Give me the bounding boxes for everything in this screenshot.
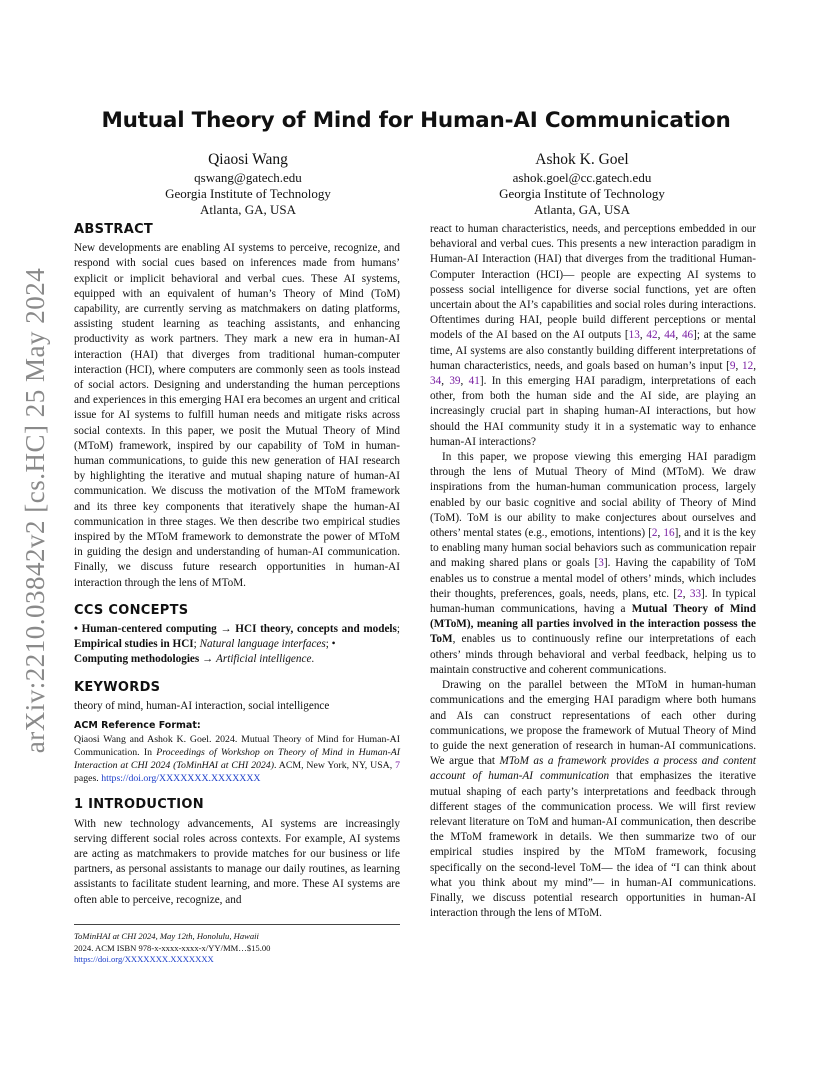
ccs-arrow: → bbox=[216, 623, 236, 636]
ccs-term: Computing methodologies bbox=[74, 653, 200, 666]
citation-link[interactable]: 34 bbox=[430, 375, 442, 388]
keywords-heading: KEYWORDS bbox=[74, 679, 161, 695]
ccs-concepts bbox=[74, 622, 400, 668]
left-column bbox=[74, 222, 400, 908]
abstract-heading: ABSTRACT bbox=[74, 222, 154, 237]
ccs-term: HCI theory, concepts and models bbox=[235, 623, 397, 636]
introduction-heading: 1 INTRODUCTION bbox=[74, 797, 204, 813]
ccs-separator: ; • bbox=[325, 638, 336, 651]
emphasis-text: Mutual Theory of Mind (MToM), meaning all parties involved in the interaction possess the ToM bbox=[430, 603, 756, 646]
ccs-term: Empirical studies in HCI bbox=[74, 638, 194, 651]
reference-venue: Proceedings of Workshop on Theory of Mind in Human-AI Interaction at CHI 2024 (ToMinHAI at CHI 2024) bbox=[74, 747, 400, 772]
arxiv-identifier bbox=[14, 250, 58, 770]
paragraph-text: that emphasizes the iterative mutual shaping of each party’s interpretations and feedback through different stages of the communication process. We will first review relevant literature on ToM and human-AI communication, then describe the MToM framework in details. We then summarize two of our empirical studies inspired by the MToM framework, focusing specifically on the second-level ToM— the idea of “I can think about what you think about my mind”— in human-AI communications. Finally, we discuss potential research opportunities in human-AI interaction through the lens of MToM. bbox=[430, 770, 756, 920]
introduction-paragraph: In this paper, we propose viewing this emerging HAI paradigm through the lens of Mutual Theory of Mind (MToM). We draw inspirations from the human-human communication process, largely enabled by our basic cognitive and social ability of Theory of Mind (ToM). ToM is our ability to make conjectures about ourselves and others’ mental states (e.g., emotions, intentions) [2, 16], and it is the key to enabling many human social behaviors such as communication repair and making shared plans or goals [3]. Having the capability of ToM enables us to construe a mental model of others’ minds, which includes their thoughts, preferences, goals, needs, plans, etc. [2, 33]. In typical human-human communications, having a Mutual Theory of Mind (MToM), meaning all parties involved in the interaction possess the ToM, enables us to continuously refine our interpretations of each others’ minds through behavioral and verbal feedback, helping us to maintain constructive and coherent communications. bbox=[430, 451, 757, 676]
author-name: Ashok K. Goel bbox=[535, 151, 629, 168]
paragraph-text: react to human characteristics, needs, and perceptions embedded in our behavioral and verbal cues. This presents a new interaction paradigm in Human-AI Interaction (HAI) that diverges from the traditional Human-Computer Interaction (HCI)— people are expecting AI systems to possess social intelligence for diverse social functions, yet are often uncertain about the AI’s capabilities and social roles during interactions. Oftentimes during HAI, people build different perceptions or mental models of the AI based on the AI outputs [ bbox=[430, 223, 756, 342]
citation-link[interactable]: 39 bbox=[449, 375, 461, 388]
paragraph-text: ]. Having the capability of ToM enables us to construe a mental model of others’ minds, which includes their thoughts, preferences, goals, needs, plans, etc. [ bbox=[430, 557, 757, 600]
footnote-venue: ToMinHAI at CHI 2024, May 12th, Honolulu, Hawaii bbox=[74, 931, 259, 941]
ccs-heading: CCS CONCEPTS bbox=[74, 602, 189, 618]
introduction-paragraph bbox=[430, 678, 756, 921]
author-block-2 bbox=[422, 150, 742, 218]
ccs-arrow: → bbox=[199, 653, 217, 666]
ccs-term: Natural language interfaces bbox=[199, 638, 326, 651]
paragraph-text: ]. In this emerging HAI paradigm, interpretations of each other, from both the human side and the AI side, are playing an increasingly crucial part in shaping human-AI interactions, but how should the HAI community study it in a systematic way to enhance human-AI interactions? bbox=[430, 375, 756, 448]
citation-link[interactable]: 9 bbox=[729, 359, 736, 372]
paragraph-text: Drawing on the parallel between the MToM in human-human communications and the emerging HAI paradigm where both humans and AIs can construct representations of each other during communications, we propose the framework of Mutual Theory of Mind to guide the next generation of research in human-AI communications. We argue that bbox=[430, 679, 756, 768]
author-affiliation: Georgia Institute of Technology bbox=[165, 186, 331, 201]
doi-link[interactable]: https://doi.org/XXXXXXX.XXXXXXX bbox=[101, 773, 261, 785]
paragraph-text: , enables us to continuously refine our interpretations of each others’ minds through behavioral and verbal feedback, helping us to maintain constructive and coherent communications. bbox=[430, 633, 756, 676]
right-column bbox=[430, 222, 756, 921]
abstract-text: New developments are enabling AI systems to perceive, recognize, and respond with social cues based on inferences made from humans’ explicit or implicit behavioral and verbal cues. These AI systems, equipped with an equivalent of human’s Theory of Mind (ToM) capability, are currently serving as matchmakers on dating platforms, assisting student learning as teaching assistants, and enhancing productivity as work partners. They mark a new era in human-AI interaction (HAI) that diverges from traditional human-computer interaction (HCI), where computers are commonly seen as tools instead of social actors. Designing and understanding the human perceptions and experiences in this emerging HAI era becomes an urgent and critical issue for AI systems to fulfill human needs and mitigate risks across social contexts. In this paper, we posit the Mutual Theory of Mind (MToM) framework, inspired by our capability of ToM in human-human communications, to guide this new generation of HAI research by highlighting the iterative and mutual shaping nature of human-AI communication. We discuss the motivation of the MToM framework and its three key components that iteratively shape the human-AI communication in three stages. We then describe two empirical studies inspired by the MToM framework to demonstrate the power of MToM in guiding the design and understanding of human-AI communication. Finally, we discuss future research opportunities in human-AI interaction through the lens of MToM. bbox=[74, 242, 400, 589]
paragraph-text: ], and it is the key to enabling many human social behaviors such as communication repair and making shared plans or goals [ bbox=[430, 527, 756, 570]
ccs-term: Artificial intelligence bbox=[216, 653, 312, 666]
citation-link[interactable]: 33 bbox=[689, 587, 702, 600]
paragraph-text: ]; at the same time, AI systems are also constantly building different interpretations of human characteristics, needs, and goals based on human’s input [ bbox=[430, 329, 757, 372]
reference-part: pages. bbox=[74, 773, 102, 785]
citation-link[interactable]: 41 bbox=[468, 375, 480, 388]
citation-link[interactable]: 2 bbox=[651, 527, 658, 540]
author-email: qswang@gatech.edu bbox=[194, 170, 302, 185]
reference-part: Qiaosi Wang and Ashok K. Goel. 2024. Mutual Theory of Mind for Human-AI Communication. In bbox=[74, 734, 400, 759]
author-email: ashok.goel@cc.gatech.edu bbox=[512, 170, 652, 185]
author-name: Qiaosi Wang bbox=[208, 151, 288, 168]
emphasis-text: MToM as a framework provides a process and content account of human-AI communication bbox=[430, 755, 756, 783]
citation-link[interactable]: 13 bbox=[628, 329, 640, 342]
arxiv-identifier-text: arXiv:2210.03842v2 [cs.HC] 25 May 2024 bbox=[20, 267, 51, 753]
pages-link[interactable]: 7 bbox=[395, 760, 400, 772]
author-location: Atlanta, GA, USA bbox=[533, 202, 631, 217]
citation-link[interactable]: 44 bbox=[664, 329, 676, 342]
citation-link[interactable]: 46 bbox=[681, 329, 694, 342]
keywords-text: theory of mind, human-AI interaction, social intelligence bbox=[74, 699, 330, 712]
footnote bbox=[74, 924, 400, 966]
footnote-isbn: 2024. ACM ISBN 978-x-xxxx-xxxx-x/YY/MM…$15.00 bbox=[74, 942, 271, 953]
author-location: Atlanta, GA, USA bbox=[199, 202, 297, 217]
acm-reference-text bbox=[74, 733, 400, 785]
citation-link[interactable]: 42 bbox=[646, 329, 658, 342]
acm-reference-label: ACM Reference Format: bbox=[74, 720, 201, 732]
introduction-paragraph: With new technology advancements, AI systems are increasingly serving different social roles across contexts. For example, AI systems are acting as matchmakers to provide matches for our business or life partners, as personal assistants to manage our daily routines, as learning assistants to facilitate student learning, and more. These AI systems are often able to perceive, recognize, and bbox=[74, 817, 400, 906]
citation-link[interactable]: 2 bbox=[677, 587, 683, 600]
footnote-doi-link[interactable]: https://doi.org/XXXXXXX.XXXXXXX bbox=[74, 954, 214, 964]
ccs-term: • Human-centered computing bbox=[74, 623, 217, 636]
ccs-separator: ; bbox=[396, 623, 401, 636]
author-affiliation: Georgia Institute of Technology bbox=[499, 186, 665, 201]
ccs-separator: ; bbox=[193, 638, 200, 651]
paper-title: Mutual Theory of Mind for Human-AI Communication bbox=[101, 108, 731, 133]
author-block-1 bbox=[88, 150, 408, 218]
citation-link[interactable]: 16 bbox=[663, 527, 675, 540]
ccs-separator: . bbox=[311, 653, 315, 666]
citation-link[interactable]: 12 bbox=[742, 359, 754, 372]
reference-part: . ACM, New York, NY, USA, bbox=[273, 760, 396, 772]
paragraph-text: In this paper, we propose viewing this emerging HAI paradigm through the lens of Mutual Theory of Mind (MToM). We draw inspirations from the human-human communication process, largely enabled by our basic cognitive and social ability of Theory of Mind (ToM). ToM is our ability to make conjectures about ourselves and others’ mental states (e.g., emotions, intentions) [ bbox=[430, 451, 756, 540]
citation-link[interactable]: 3 bbox=[598, 557, 604, 570]
introduction-paragraph: react to human characteristics, needs, and perceptions embedded in our behavioral and verbal cues. This presents a new interaction paradigm in Human-AI Interaction (HAI) that diverges from the traditional Human-Computer Interaction (HCI)— people are expecting AI systems to possess social intelligence for diverse social functions, yet are often uncertain about the AI’s capabilities and social roles during interactions. Oftentimes during HAI, people build different perceptions or mental models of the AI based on the AI outputs [13, 42, 44, 46]; at the same time, AI systems are also constantly building different interpretations of human characteristics, needs, and goals based on human’s input [9, 12, 34, 39, 41]. In this emerging HAI paradigm, interpretations of each other, from both the human side and the AI side, are playing an increasingly crucial part in shaping human-AI interactions, but how should the HAI community study it in a systematic way to enhance human-AI interactions? bbox=[430, 223, 757, 448]
paragraph-text: ]. In typical human-human communications, having a bbox=[430, 587, 756, 616]
